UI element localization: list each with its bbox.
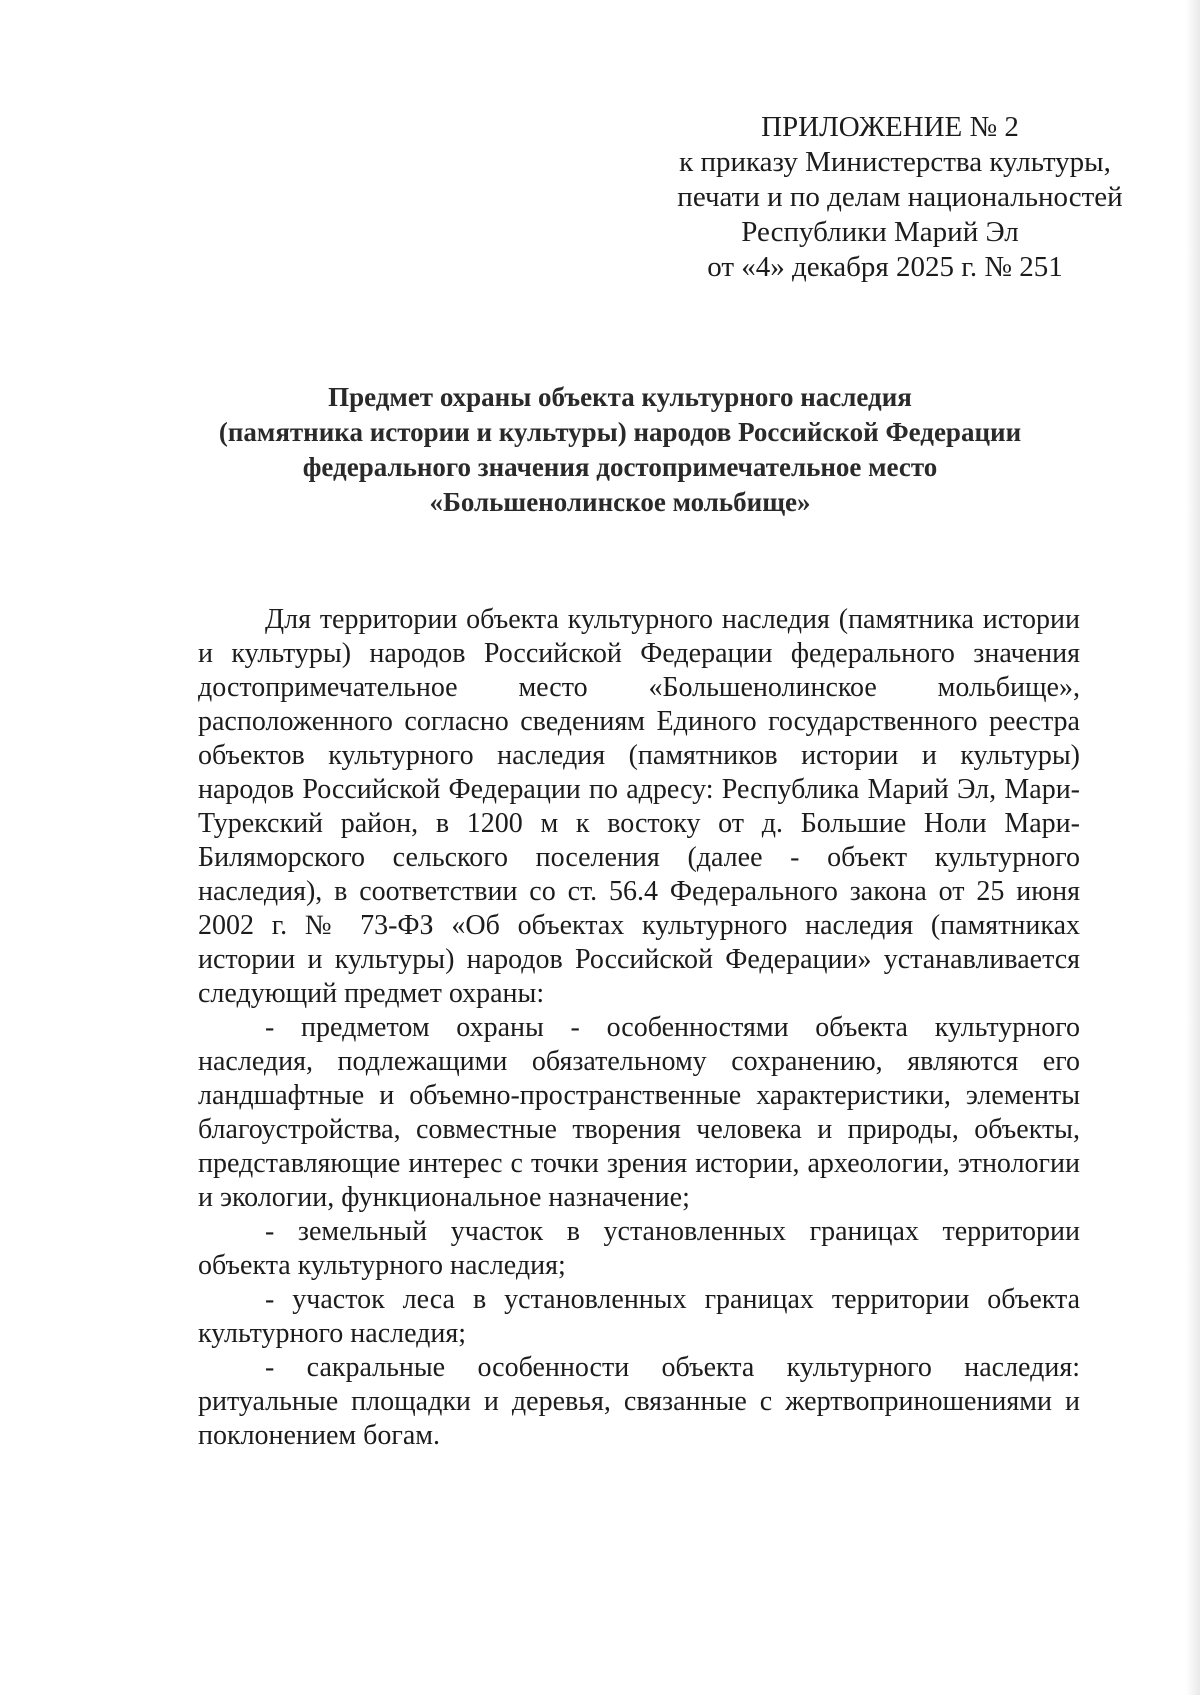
title-line: федерального значения достопримечательное место (302, 452, 938, 482)
appendix-line: печати и по делам национальностей (677, 181, 1123, 213)
intro-paragraph: Для территории объекта культурного наследия (памятника истории и культуры) народов Российской Федерации федерального значения достопримечательное место «Большенолинское мольбище», расположенного согласно сведениям Единого государственного реестра объектов культурного наследия (памятников истории и культуры) народов Российской Федерации по адресу: Республика Марий Эл, Мари-Турекский район, в 1200 м к востоку от д. Большие Ноли Мари-Билямoрского сельского поселения (далее - объект культурного наследия), в соответствии со ст. 56.4 Федерального закона от 25 июня 2002 г. № 73-ФЗ «Об объектах культурного наследия (памятниках истории и культуры) народов Российской Федерации» устанавливается следующий предмет охраны: (198, 604, 1080, 1009)
appendix-line: к приказу Министерства культуры, (679, 146, 1111, 178)
title-line: (памятника истории и культуры) народов Российской Федерации (218, 417, 1022, 447)
appendix-line: Республики Марий Эл (741, 216, 1019, 248)
protection-item: - участок леса в установленных границах территории объекта культурного наследия; (198, 1284, 1080, 1349)
appendix-title: ПРИЛОЖЕНИЕ № 2 (761, 111, 1019, 143)
document-body (198, 603, 1080, 1453)
title-line: «Большенолинское мольбище» (429, 487, 811, 517)
protection-item: - земельный участок в установленных границах территории объекта культурного наследия; (198, 1216, 1080, 1281)
document-title (150, 380, 1090, 520)
page-edge-shadow (1186, 0, 1200, 1695)
appendix-header (630, 110, 1130, 285)
title-line: Предмет охраны объекта культурного наследия (328, 382, 912, 412)
protection-item: - предметом охраны - особенностями объекта культурного наследия, подлежащими обязательному сохранению, являются его ландшафтные и объемно-пространственные характеристики, элементы благоустройства, совместные творения человека и природы, объекты, представляющие интерес с точки зрения истории, археологии, этнологии и экологии, функциональное назначение; (198, 1012, 1080, 1213)
appendix-line: от «4» декабря 2025 г. № 251 (707, 251, 1063, 283)
protection-item: - сакральные особенности объекта культурного наследия: ритуальные площадки и деревья, связанные с жертвоприношениями и поклонением богам. (198, 1352, 1080, 1451)
